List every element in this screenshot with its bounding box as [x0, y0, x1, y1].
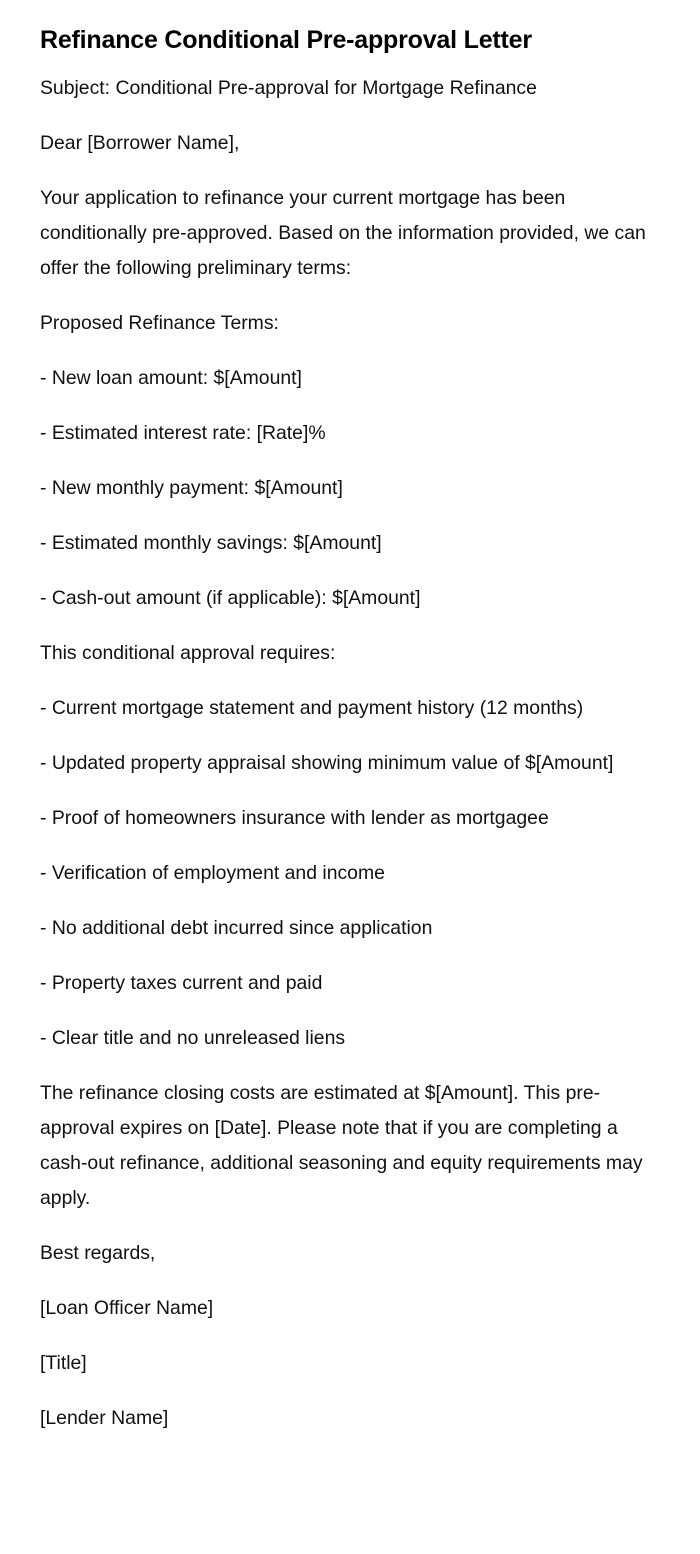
subject-line: Subject: Conditional Pre-approval for Mortgage Refinance	[40, 77, 537, 99]
requirement-item-clear-title: - Clear title and no unreleased liens	[40, 1027, 346, 1049]
closing-paragraph: The refinance closing costs are estimated at $[Amount]. This pre-approval expires on [Date]. Please note that if you are completing a cash-out refinance, additional seasoning and equity requirements may apply.	[40, 1082, 643, 1209]
terms-heading: Proposed Refinance Terms:	[40, 312, 279, 334]
requirement-item-employment: - Verification of employment and income	[40, 862, 385, 884]
term-item-interest-rate: - Estimated interest rate: [Rate]%	[40, 422, 326, 444]
requirement-item-mortgage-statement: - Current mortgage statement and payment history (12 months)	[40, 697, 584, 719]
requirement-item-insurance: - Proof of homeowners insurance with lender as mortgagee	[40, 807, 549, 829]
signature-title: [Title]	[40, 1352, 87, 1374]
requirement-item-property-taxes: - Property taxes current and paid	[40, 972, 323, 994]
signature-name: [Loan Officer Name]	[40, 1297, 214, 1319]
requirement-item-no-debt: - No additional debt incurred since application	[40, 917, 433, 939]
term-item-loan-amount: - New loan amount: $[Amount]	[40, 367, 302, 389]
sign-off: Best regards,	[40, 1242, 156, 1264]
letter-title: Refinance Conditional Pre-approval Letter	[40, 26, 532, 54]
term-item-monthly-payment: - New monthly payment: $[Amount]	[40, 477, 343, 499]
term-item-monthly-savings: - Estimated monthly savings: $[Amount]	[40, 532, 382, 554]
intro-paragraph: Your application to refinance your current mortgage has been conditionally pre-approved. Based on the information provided, we can offer the following preliminary terms:	[40, 187, 646, 279]
greeting: Dear [Borrower Name],	[40, 132, 240, 154]
term-item-cash-out: - Cash-out amount (if applicable): $[Amount]	[40, 587, 421, 609]
requirements-heading: This conditional approval requires:	[40, 642, 336, 664]
signature-lender: [Lender Name]	[40, 1407, 169, 1429]
requirement-item-appraisal: - Updated property appraisal showing minimum value of $[Amount]	[40, 752, 614, 774]
letter-body	[40, 71, 660, 1436]
